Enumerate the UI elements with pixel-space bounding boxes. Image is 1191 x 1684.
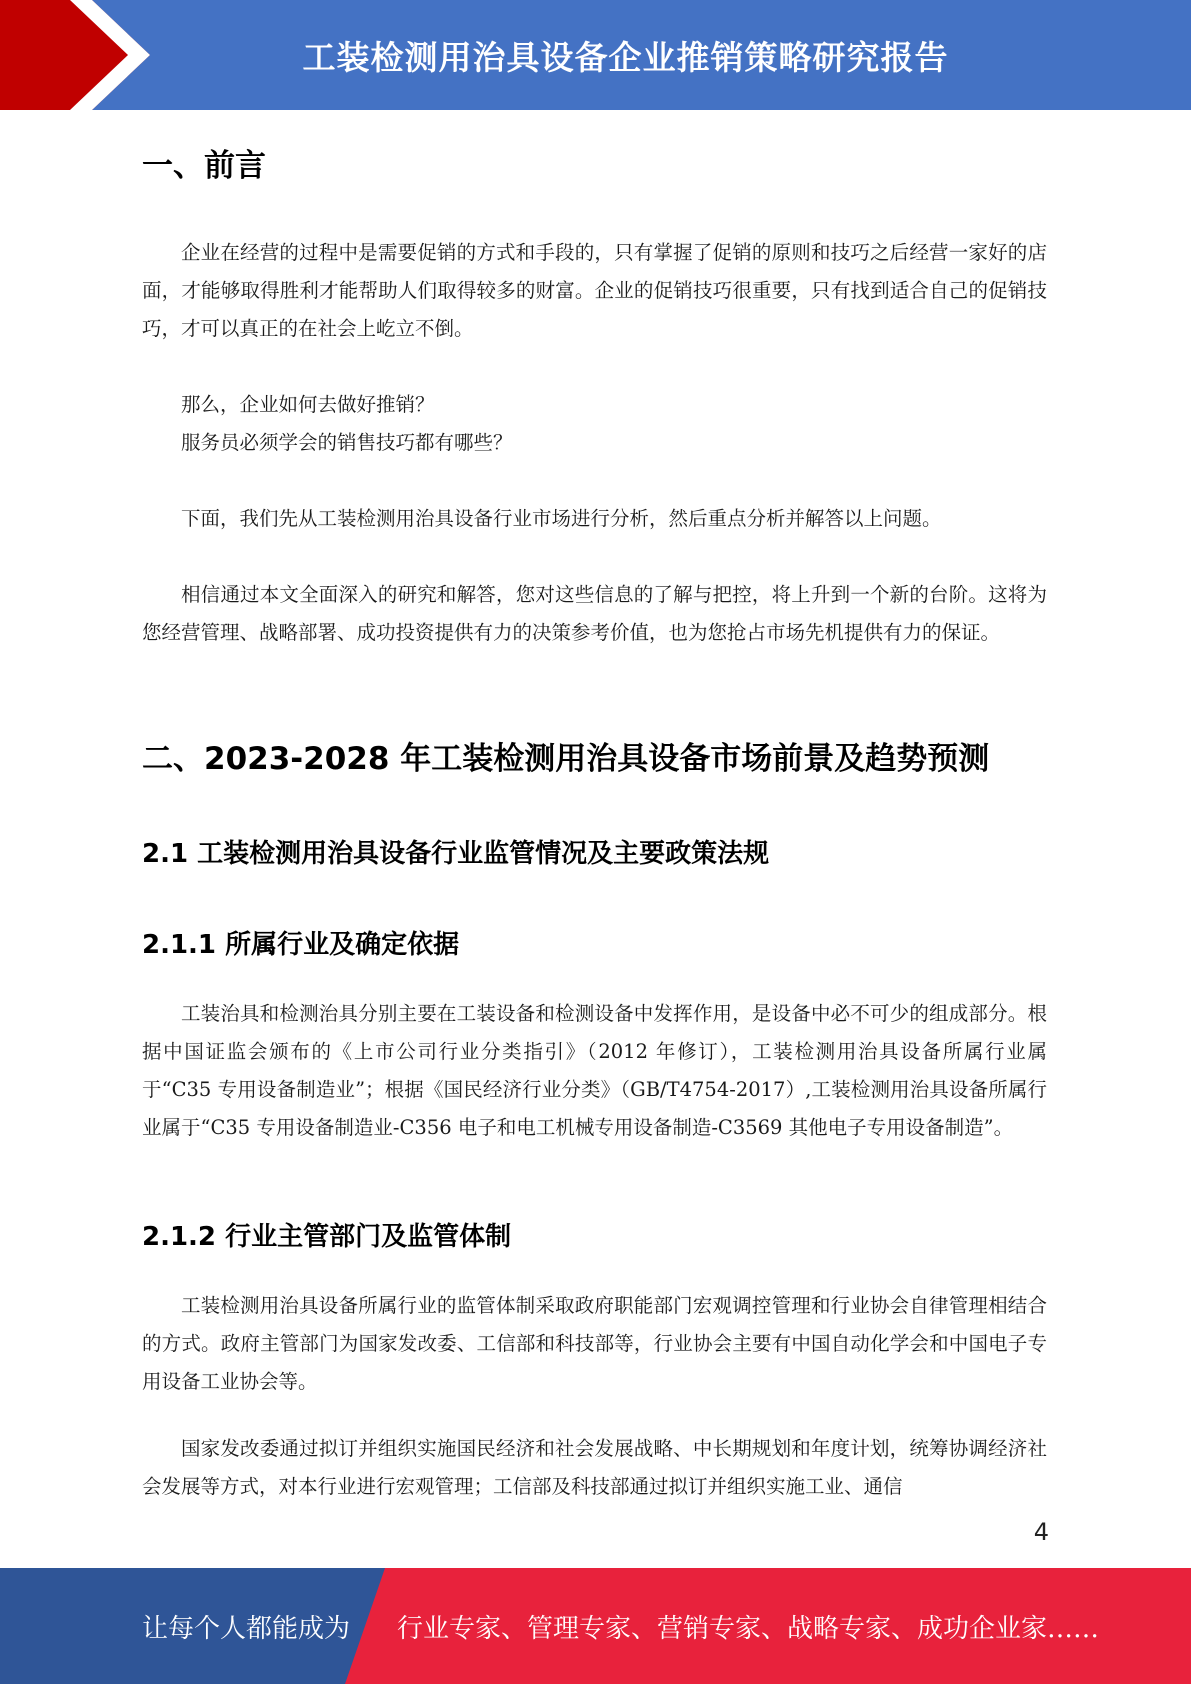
footer-banner bbox=[0, 1568, 1191, 1684]
section-heading-forecast: 二、2023-2028 年工装检测用治具设备市场前景及趋势预测 bbox=[142, 741, 990, 777]
paragraph-intro: 企业在经营的过程中是需要促销的方式和手段的，只有掌握了促销的原则和技巧之后经营一家好的店面，才能够取得胜利才能帮助人们取得较多的财富。企业的促销技巧很重要，只有找到适合自己的促销技巧，才可以真正的在社会上屹立不倒。 bbox=[142, 241, 1047, 340]
document-title: 工装检测用治具设备企业推销策略研究报告 bbox=[302, 37, 949, 77]
subsection-heading-2-1-1: 2.1.1 所属行业及确定依据 bbox=[142, 930, 460, 960]
header-banner bbox=[0, 0, 1191, 110]
paragraph-industry-classification: 工装治具和检测治具分别主要在工装设备和检测设备中发挥作用，是设备中必不可少的组成部分。根据中国证监会颁布的《上市公司行业分类指引》（2012 年修订），工装检测用治具设备所属行业属于“C35 专用设备制造业”；根据《国民经济行业分类》（GB/T4754-2017）,工装检测用治具设备所属行业属于“C35 专用设备制造业-C356 电子和电工机械专用设备制造-C3569 其他电子专用设备制造”。 bbox=[142, 1002, 1047, 1139]
paragraph-regulatory-system: 工装检测用治具设备所属行业的监管体制采取政府职能部门宏观调控管理和行业协会自律管理相结合的方式。政府主管部门为国家发改委、工信部和科技部等，行业协会主要有中国自动化学会和中国电子专用设备工业协会等。 bbox=[142, 1294, 1047, 1393]
footer-slogan-right: 行业专家、管理专家、营销专家、战略专家、成功企业家…… bbox=[397, 1613, 1100, 1644]
subsection-heading-2-1: 2.1 工装检测用治具设备行业监管情况及主要政策法规 bbox=[142, 839, 770, 869]
section-heading-foreword: 一、前言 bbox=[142, 148, 266, 184]
question-1: 那么，企业如何去做好推销？ bbox=[181, 393, 435, 416]
footer-slogan-left: 让每个人都能成为 bbox=[142, 1613, 351, 1644]
question-2: 服务员必须学会的销售技巧都有哪些？ bbox=[181, 431, 513, 454]
paragraph-analysis-intro: 下面，我们先从工装检测用治具设备行业市场进行分析，然后重点分析并解答以上问题。 bbox=[181, 507, 942, 530]
subsection-heading-2-1-2: 2.1.2 行业主管部门及监管体制 bbox=[142, 1222, 512, 1252]
paragraph-value: 相信通过本文全面深入的研究和解答，您对这些信息的了解与把控，将上升到一个新的台阶。这将为您经营管理、战略部署、成功投资提供有力的决策参考价值，也为您抢占市场先机提供有力的保证。 bbox=[142, 583, 1047, 644]
page-number: 4 bbox=[1033, 1518, 1049, 1546]
paragraph-ndrc: 国家发改委通过拟订并组织实施国民经济和社会发展战略、中长期规划和年度计划，统筹协调经济社会发展等方式，对本行业进行宏观管理；工信部及科技部通过拟订并组织实施工业、通信 bbox=[142, 1437, 1047, 1498]
header-red-arrow bbox=[0, 0, 150, 110]
header-arrow-decoration bbox=[0, 0, 160, 110]
